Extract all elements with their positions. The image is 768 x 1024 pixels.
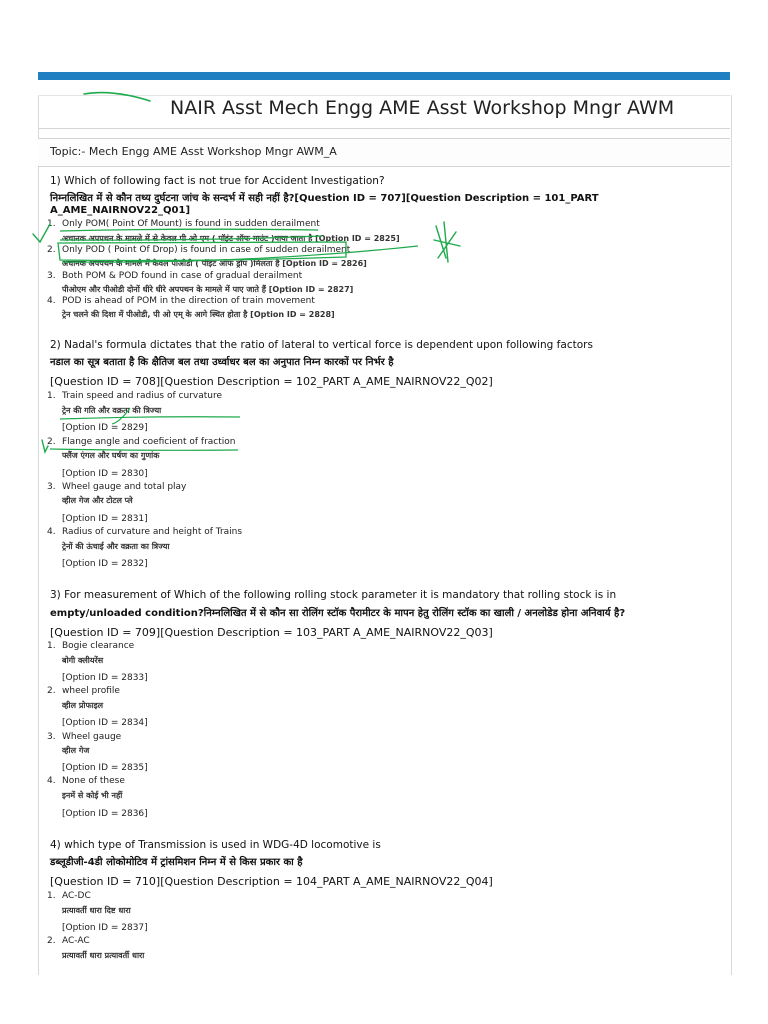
q2-option-text: Train speed and radius of curvature xyxy=(62,391,222,401)
page-title: NAIR Asst Mech Engg AME Asst Workshop Mngr AWM xyxy=(170,97,675,119)
q3-option-id: [Option ID = 2834] xyxy=(62,718,148,728)
q4-option-number: 1. xyxy=(47,891,56,901)
q3-option-id: [Option ID = 2833] xyxy=(62,673,148,683)
q1-option-text: Both POM & POD found in case of gradual derailment xyxy=(62,271,303,281)
q2-question-id: [Question ID = 708][Question Description = 102_PART A_AME_NAIRNOV22_Q02] xyxy=(50,375,493,388)
q1-option-text: Only POM( Point Of Mount) is found in sudden derailment xyxy=(62,219,320,229)
q1-question-id: A_AME_NAIRNOV22_Q01] xyxy=(50,205,191,216)
q4-question-id: [Question ID = 710][Question Description = 104_PART A_AME_NAIRNOV22_Q04] xyxy=(50,875,493,888)
q2-option-hindi: व्हील गेज और टोटल प्ले xyxy=(62,496,133,505)
q4-option-hindi: प्रत्यावर्ती धारा प्रत्यावर्ती धारा xyxy=(62,951,145,960)
q3-option-text: None of these xyxy=(62,776,125,786)
q2-option-text: Flange angle and coeficient of fraction xyxy=(62,437,236,447)
top-accent-bar xyxy=(38,72,730,80)
q1-question: 1) Which of following fact is not true for Accident Investigation? xyxy=(50,175,385,187)
q3-option-number: 4. xyxy=(47,776,56,786)
q2-option-id: [Option ID = 2830] xyxy=(62,469,148,479)
q3-option-number: 2. xyxy=(47,686,56,696)
q3-option-number: 1. xyxy=(47,641,56,651)
q3-question-hindi: empty/unloaded condition?निम्नलिखित में से कौन सा रोलिंग स्टॉक पैरामीटर के मापन हेतु रोलिंग स्टॉक का खाली / अनलोडेड होना अनिवार्य है? xyxy=(50,608,626,619)
q3-option-text: wheel profile xyxy=(62,686,120,696)
q1-option-number: 1. xyxy=(47,219,56,229)
q4-question-hindi: डब्लूडीजी-4डी लोकोमोटिव में ट्रांसमिशन निम्न में से किस प्रकार का है xyxy=(50,857,303,868)
q2-option-hindi: ट्रेन की गति और वक्रता की त्रिज्या xyxy=(62,406,162,415)
q3-option-number: 3. xyxy=(47,732,56,742)
q1-option-hindi: पीओएम और पीओडी दोनों धीरे धीरे अपपथन के मामले में पाए जाते हैं [Option ID = 2827] xyxy=(62,285,354,294)
q4-option-text: AC-DC xyxy=(62,891,91,901)
q1-option-hindi: ट्रेन चलने की दिशा में पीओडी, पी ओ एम् के आगे स्थित होता है [Option ID = 2828] xyxy=(62,310,335,319)
q1-option-text: Only POD ( Point Of Drop) is found in case of sudden derailment xyxy=(62,245,351,255)
q4-option-text: AC-AC xyxy=(62,936,90,946)
q1-option-hindi: अचानक अपपथन के मामले में से केवल पी ओ एम ( पॉइंट ऑफ माउंट )पाया जाता है [Option ID = 2825] xyxy=(62,234,400,243)
q1-option-number: 3. xyxy=(47,271,56,281)
q2-option-number: 3. xyxy=(47,482,56,492)
q2-question-hindi: नडाल का सूत्र बताता है कि क्षैतिज बल तथा उर्ध्वाधर बल का अनुपात निम्न कारकों पर निर्भर है xyxy=(50,357,394,368)
q2-option-text: Wheel gauge and total play xyxy=(62,482,187,492)
q2-option-number: 1. xyxy=(47,391,56,401)
q4-option-id: [Option ID = 2837] xyxy=(62,923,148,933)
q1-question-hindi: निम्नलिखित में से कौन तथ्य दुर्घटना जांच के सन्दर्भ में सही नहीं है?[Question ID = 707][Question Description = 101_PART xyxy=(50,193,599,204)
q4-question: 4) which type of Transmission is used in WDG-4D locomotive is xyxy=(50,839,381,851)
q3-option-hindi: बोगी क्लीयरेंस xyxy=(62,656,104,665)
topic-label: Topic:- Mech Engg AME Asst Workshop Mngr AWM_A xyxy=(50,145,337,158)
q3-option-text: Wheel gauge xyxy=(62,732,122,742)
q3-option-hindi: इनमें से कोई भी नहीं xyxy=(62,791,123,800)
q3-question: 3) For measurement of Which of the following rolling stock parameter it is mandatory that rolling stock is in xyxy=(50,589,617,601)
q2-option-hindi: ट्रेनों की ऊंचाई और वक्रता का त्रिज्या xyxy=(62,542,170,551)
q2-option-id: [Option ID = 2832] xyxy=(62,559,148,569)
q3-option-text: Bogie clearance xyxy=(62,641,135,651)
q2-option-number: 2. xyxy=(47,437,56,447)
q1-option-number: 2. xyxy=(47,245,56,255)
q1-option-number: 4. xyxy=(47,296,56,306)
q2-option-id: [Option ID = 2829] xyxy=(62,423,148,433)
q4-option-hindi: प्रत्यावर्ती धारा दिष्ट धारा xyxy=(62,906,131,915)
q2-option-number: 4. xyxy=(47,527,56,537)
q3-option-id: [Option ID = 2835] xyxy=(62,763,148,773)
q1-option-text: POD is ahead of POM in the direction of train movement xyxy=(62,296,315,306)
q3-question-id: [Question ID = 709][Question Description = 103_PART A_AME_NAIRNOV22_Q03] xyxy=(50,626,493,639)
q2-question: 2) Nadal's formula dictates that the ratio of lateral to vertical force is dependent upon following factors xyxy=(50,339,593,351)
q3-option-hindi: व्हील गेज xyxy=(62,746,90,755)
q2-option-text: Radius of curvature and height of Trains xyxy=(62,527,243,537)
q1-option-hindi: अचानक अपपथन के मामले में केवल पीओडी ( पॉइंट ऑफ ड्रॉप )मिलता है [Option ID = 2826] xyxy=(62,259,367,268)
q4-option-number: 2. xyxy=(47,936,56,946)
q3-option-id: [Option ID = 2836] xyxy=(62,809,148,819)
q2-option-hindi: फ्लैंज एंगल और घर्षण का गुणांक xyxy=(62,451,160,460)
q3-option-hindi: व्हील प्रोफाइल xyxy=(62,701,104,710)
q2-option-id: [Option ID = 2831] xyxy=(62,514,148,524)
